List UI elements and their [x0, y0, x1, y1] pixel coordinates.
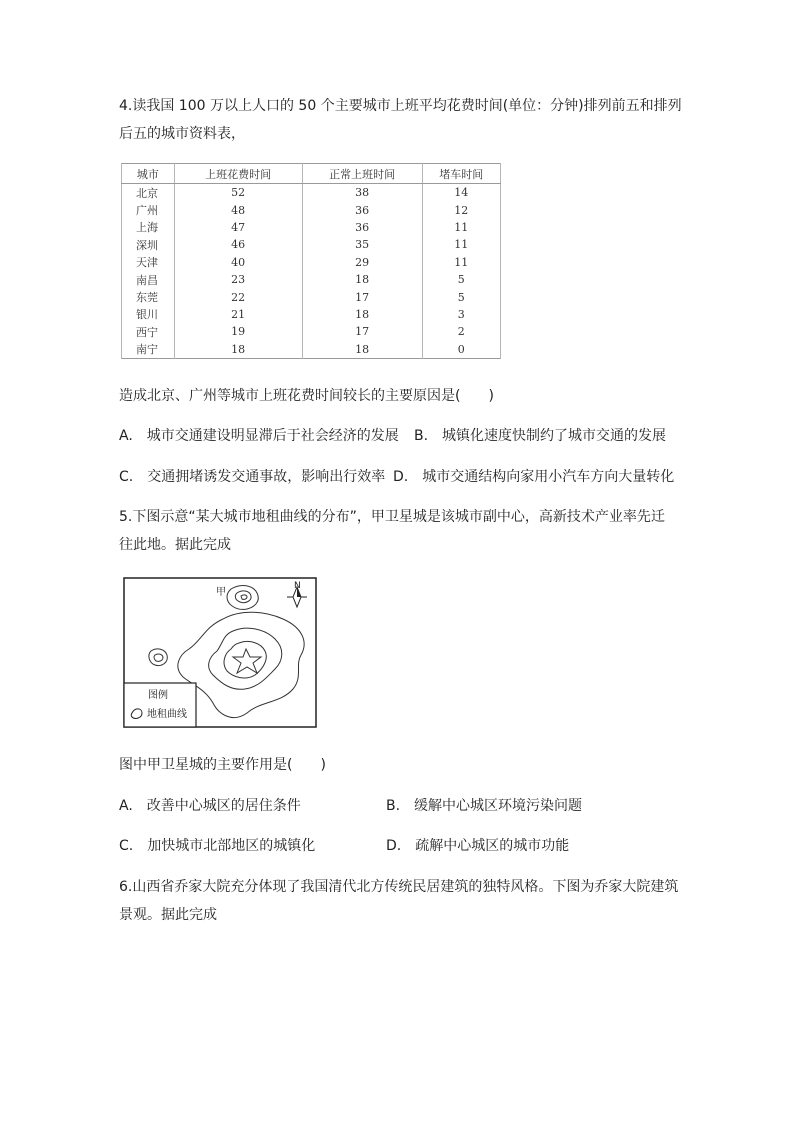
- q5-question: 图中甲卫星城的主要作用是( ): [119, 757, 326, 773]
- table-row: [122, 201, 501, 218]
- north-label: N: [294, 581, 301, 591]
- cell-jam: 3: [422, 306, 500, 323]
- cell-jam: 2: [422, 323, 500, 340]
- cell-normal: 18: [302, 271, 422, 288]
- land-rent-map: [123, 577, 317, 728]
- cell-commute: 48: [174, 201, 302, 218]
- cell-jam: 14: [422, 184, 500, 202]
- cell-city: 深圳: [122, 236, 175, 253]
- q4-option-c[interactable]: C. 交通拥堵诱发交通事故，影响出行效率: [119, 469, 386, 485]
- cell-normal: 35: [302, 236, 422, 253]
- cell-jam: 11: [422, 254, 500, 271]
- cell-normal: 38: [302, 184, 422, 202]
- cell-normal: 17: [302, 323, 422, 340]
- q4-stem-line2: 后五的城市资料表，: [119, 126, 245, 142]
- cell-normal: 17: [302, 288, 422, 305]
- cell-city: 广州: [122, 201, 175, 218]
- cell-commute: 23: [174, 271, 302, 288]
- q4-stem-line1: 4.读我国 100 万以上人口的 50 个主要城市上班平均花费时间(单位：分钟)排列前五和排列: [119, 98, 682, 114]
- cell-normal: 36: [302, 219, 422, 236]
- header-jam-time: 堵车时间: [422, 164, 500, 184]
- table-row: [122, 184, 501, 202]
- q6-stem-line2: 景观。据此完成: [119, 907, 217, 923]
- q6-stem-line1: 6.山西省乔家大院充分体现了我国清代北方传统民居建筑的独特风格。下图为乔家大院建筑: [119, 879, 679, 895]
- q4-option-b[interactable]: B. 城镇化速度快制约了城市交通的发展: [414, 428, 667, 444]
- q5-option-b[interactable]: B. 缓解中心城区环境污染问题: [386, 798, 583, 814]
- cell-normal: 36: [302, 201, 422, 218]
- table-row: [122, 341, 501, 359]
- q5-option-d[interactable]: D. 疏解中心城区的城市功能: [386, 838, 570, 854]
- q5-stem-line2: 往此地。据此完成: [119, 537, 231, 553]
- cell-commute: 18: [174, 341, 302, 359]
- q5-option-c[interactable]: C. 加快城市北部地区的城镇化: [119, 838, 316, 854]
- table-row: [122, 236, 501, 253]
- cell-city: 天津: [122, 254, 175, 271]
- cell-city: 上海: [122, 219, 175, 236]
- cell-city: 西宁: [122, 323, 175, 340]
- cell-commute: 52: [174, 184, 302, 202]
- table-row: [122, 288, 501, 305]
- commute-table: [121, 163, 501, 359]
- q5-stem-line1: 5.下图示意“某大城市地租曲线的分布”，甲卫星城是该城市副中心，高新技术产业率先迁: [119, 509, 665, 525]
- q4-option-a[interactable]: A. 城市交通建设明显滞后于社会经济的发展: [119, 428, 399, 444]
- cell-commute: 47: [174, 219, 302, 236]
- cell-city: 银川: [122, 306, 175, 323]
- q5-option-a[interactable]: A. 改善中心城区的居住条件: [119, 798, 301, 814]
- legend-item-label: 地租曲线: [147, 709, 187, 720]
- header-commute-time: 上班花费时间: [174, 164, 302, 184]
- header-normal-time: 正常上班时间: [302, 164, 422, 184]
- cell-commute: 19: [174, 323, 302, 340]
- header-city: 城市: [122, 164, 175, 184]
- cell-jam: 11: [422, 219, 500, 236]
- cell-commute: 22: [174, 288, 302, 305]
- cell-jam: 0: [422, 341, 500, 359]
- q4-question: 造成北京、广州等城市上班花费时间较长的主要原因是( ): [119, 388, 494, 404]
- cell-commute: 40: [174, 254, 302, 271]
- legend-title: 图例: [148, 690, 168, 701]
- cell-normal: 29: [302, 254, 422, 271]
- cell-jam: 5: [422, 288, 500, 305]
- q4-option-d[interactable]: D. 城市交通结构向家用小汽车方向大量转化: [393, 469, 675, 485]
- table-row: [122, 219, 501, 236]
- table-header-row: [122, 164, 501, 184]
- table-row: [122, 306, 501, 323]
- cell-city: 南宁: [122, 341, 175, 359]
- table-row: [122, 323, 501, 340]
- table-row: [122, 254, 501, 271]
- cell-jam: 11: [422, 236, 500, 253]
- cell-jam: 5: [422, 271, 500, 288]
- cell-commute: 21: [174, 306, 302, 323]
- cell-city: 北京: [122, 184, 175, 202]
- cell-city: 东莞: [122, 288, 175, 305]
- satellite-label-jia: 甲: [216, 587, 226, 598]
- cell-normal: 18: [302, 306, 422, 323]
- table-row: [122, 271, 501, 288]
- cell-normal: 18: [302, 341, 422, 359]
- cell-jam: 12: [422, 201, 500, 218]
- cell-commute: 46: [174, 236, 302, 253]
- cell-city: 南昌: [122, 271, 175, 288]
